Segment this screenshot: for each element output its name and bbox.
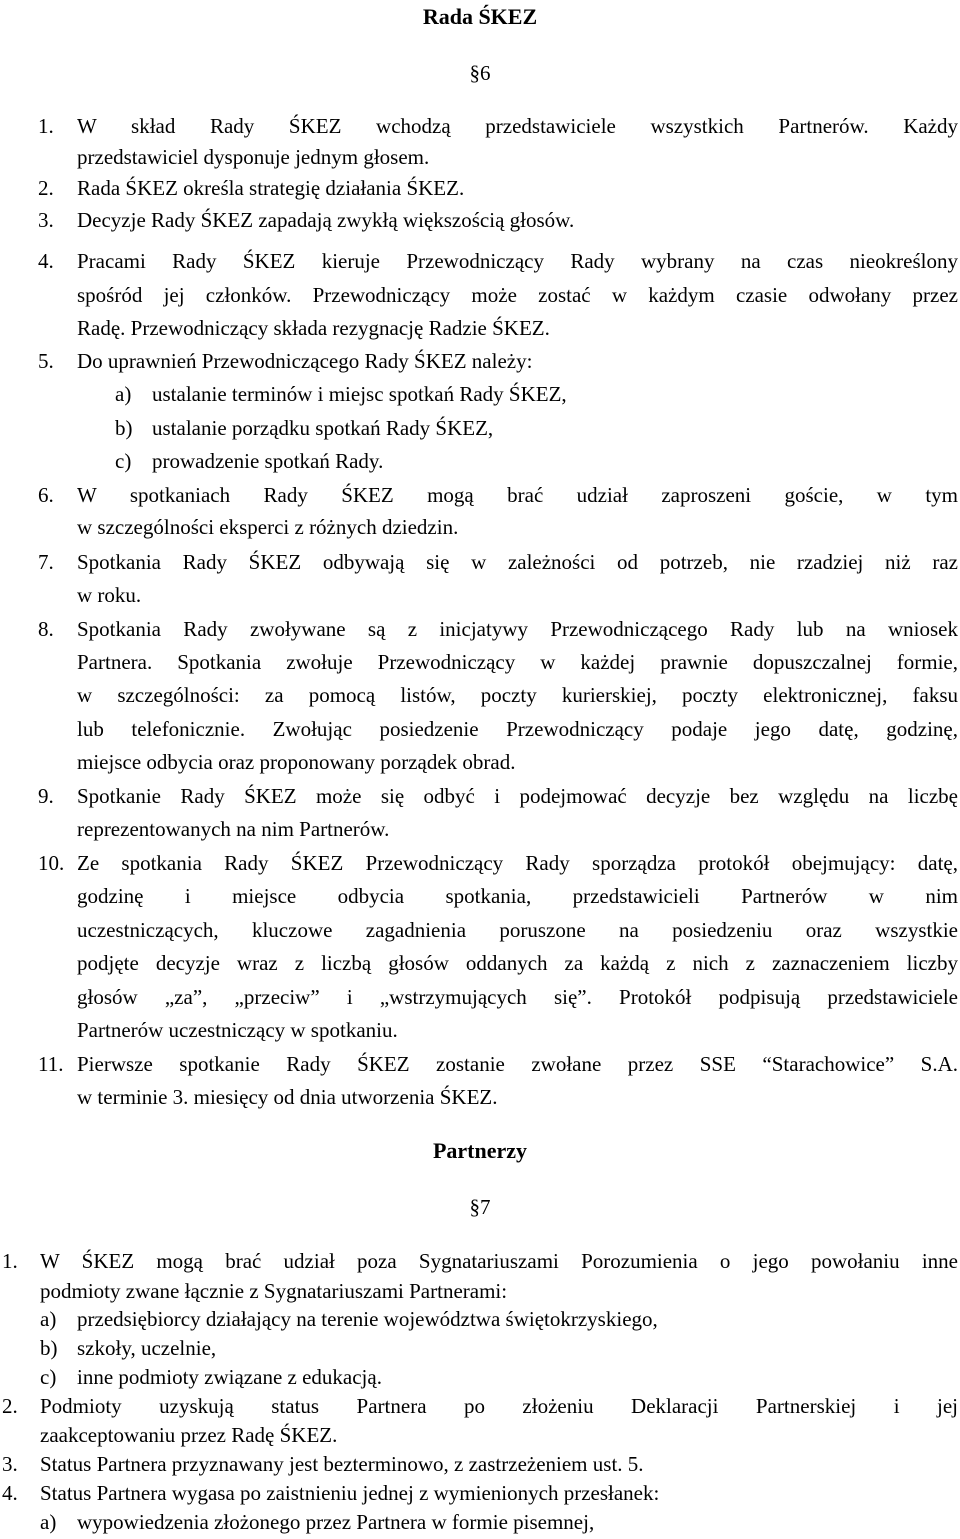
item-line: W ŚKEZ mogą brać udział poza Sygnatariuszami Porozumienia o jego powołaniu inne bbox=[40, 1249, 958, 1273]
item-number: 3. bbox=[2, 1452, 18, 1476]
item-number: 4. bbox=[38, 249, 54, 273]
item-number: 6. bbox=[38, 483, 54, 507]
item-line: Spotkanie Rady ŚKEZ może się odbyć i podejmować decyzje bez względu na liczbę bbox=[77, 784, 958, 808]
item-number: 8. bbox=[38, 617, 54, 641]
item-line: miejsce odbycia oraz proponowany porządek obrad. bbox=[77, 750, 516, 774]
sub-item-letter: c) bbox=[115, 449, 132, 473]
sub-item-letter: c) bbox=[40, 1365, 57, 1389]
item-line: podmioty zwane łącznie z Sygnatariuszami Partnerami: bbox=[40, 1279, 508, 1303]
item-number: 7. bbox=[38, 550, 54, 574]
item-number: 3. bbox=[38, 208, 54, 232]
sub-item-letter: b) bbox=[115, 416, 133, 440]
sub-item-text: prowadzenie spotkań Rady. bbox=[152, 449, 384, 473]
item-line: Radę. Przewodniczący składa rezygnację Radzie ŚKEZ. bbox=[77, 316, 550, 340]
sub-item-letter: b) bbox=[40, 1336, 58, 1360]
item-number: 5. bbox=[38, 349, 54, 373]
item-line: głosów „za”, „przeciw” i „wstrzymujących się”. Protokół podpisują przedstawiciele bbox=[77, 985, 958, 1009]
item-number: 9. bbox=[38, 784, 54, 808]
item-line: Rada ŚKEZ określa strategię działania ŚKEZ. bbox=[77, 176, 465, 200]
item-line: Status Partnera wygasa po zaistnieniu jednej z wymienionych przesłanek: bbox=[40, 1481, 660, 1505]
item-line: zaakceptowaniu przez Radę ŚKEZ. bbox=[40, 1423, 338, 1447]
item-line: godzinę i miejsce odbycia spotkania, przedstawicieli Partnerów w nim bbox=[77, 884, 958, 908]
sub-item-text: przedsiębiorcy działający na terenie województwa świętokrzyskiego, bbox=[77, 1307, 658, 1331]
item-line: spośród jej członków. Przewodniczący może zostać w każdym czasie odwołany przez bbox=[77, 283, 958, 307]
item-line: w roku. bbox=[77, 583, 142, 607]
item-line: Do uprawnień Przewodniczącego Rady ŚKEZ należy: bbox=[77, 349, 533, 373]
item-line: w terminie 3. miesięcy od dnia utworzenia ŚKEZ. bbox=[77, 1085, 498, 1109]
item-line: Pierwsze spotkanie Rady ŚKEZ zostanie zwołane przez SSE “Starachowice” S.A. bbox=[77, 1052, 958, 1076]
section-title-rada: Rada ŚKEZ bbox=[422, 4, 538, 29]
item-number: 1. bbox=[2, 1249, 18, 1273]
item-line: uczestniczących, kluczowe zagadnienia poruszone na posiedzeniu oraz wszystkie bbox=[77, 918, 958, 942]
item-line: Partnera. Spotkania zwołuje Przewodniczący w każdej prawnie dopuszczalnej formie, bbox=[77, 650, 958, 674]
item-line: Ze spotkania Rady ŚKEZ Przewodniczący Rady sporządza protokół obejmujący: datę, bbox=[77, 851, 958, 875]
item-line: w szczególności eksperci z różnych dziedzin. bbox=[77, 515, 459, 539]
item-line: Status Partnera przyznawany jest bezterminowo, z zastrzeżeniem ust. 5. bbox=[40, 1452, 644, 1476]
sub-item-letter: a) bbox=[40, 1307, 57, 1331]
item-line: Partnerów uczestniczący w spotkaniu. bbox=[77, 1018, 398, 1042]
item-line: reprezentowanych na nim Partnerów. bbox=[77, 817, 390, 841]
item-line: W skład Rady ŚKEZ wchodzą przedstawiciele wszystkich Partnerów. Każdy bbox=[77, 114, 958, 138]
sub-item-text: inne podmioty związane z edukacją. bbox=[77, 1365, 382, 1389]
sub-item-letter: a) bbox=[40, 1510, 57, 1534]
item-line: w szczególności: za pomocą listów, poczty kurierskiej, poczty elektronicznej, faksu bbox=[77, 683, 958, 707]
paragraph-sign-7: §7 bbox=[469, 1195, 491, 1219]
sub-item-text: ustalanie terminów i miejsc spotkań Rady ŚKEZ, bbox=[152, 382, 567, 406]
item-line: podjęte decyzje wraz z liczbą głosów oddanych za każdą z nich z zaznaczeniem liczby bbox=[77, 951, 958, 975]
item-line: W spotkaniach Rady ŚKEZ mogą brać udział zaproszeni goście, w tym bbox=[77, 483, 958, 507]
item-line: Podmioty uzyskują status Partnera po złożeniu Deklaracji Partnerskiej i jej bbox=[40, 1394, 958, 1418]
item-number: 4. bbox=[2, 1481, 18, 1505]
item-number: 2. bbox=[38, 176, 54, 200]
sub-item-letter: a) bbox=[115, 382, 132, 406]
item-number: 1. bbox=[38, 114, 54, 138]
section-title-partnerzy: Partnerzy bbox=[432, 1138, 528, 1163]
item-line: Decyzje Rady ŚKEZ zapadają zwykłą większością głosów. bbox=[77, 208, 575, 232]
item-line: Spotkania Rady ŚKEZ odbywają się w zależności od potrzeb, nie rzadziej niż raz bbox=[77, 550, 958, 574]
item-line: Spotkania Rady zwoływane są z inicjatywy Przewodniczącego Rady lub na wniosek bbox=[77, 617, 958, 641]
sub-item-text: szkoły, uczelnie, bbox=[77, 1336, 217, 1360]
item-number: 2. bbox=[2, 1394, 18, 1418]
item-line: przedstawiciel dysponuje jednym głosem. bbox=[77, 145, 430, 169]
item-number: 11. bbox=[38, 1052, 64, 1076]
paragraph-sign-6: §6 bbox=[469, 61, 491, 85]
sub-item-text: ustalanie porządku spotkań Rady ŚKEZ, bbox=[152, 416, 494, 440]
item-line: Pracami Rady ŚKEZ kieruje Przewodniczący Rady wybrany na czas nieokreślony bbox=[77, 249, 958, 273]
sub-item-text: wypowiedzenia złożonego przez Partnera w formie pisemnej, bbox=[77, 1510, 595, 1534]
item-line: lub telefonicznie. Zwołując posiedzenie Przewodniczący podaje jego datę, godzinę, bbox=[77, 717, 958, 741]
item-number: 10. bbox=[38, 851, 65, 875]
